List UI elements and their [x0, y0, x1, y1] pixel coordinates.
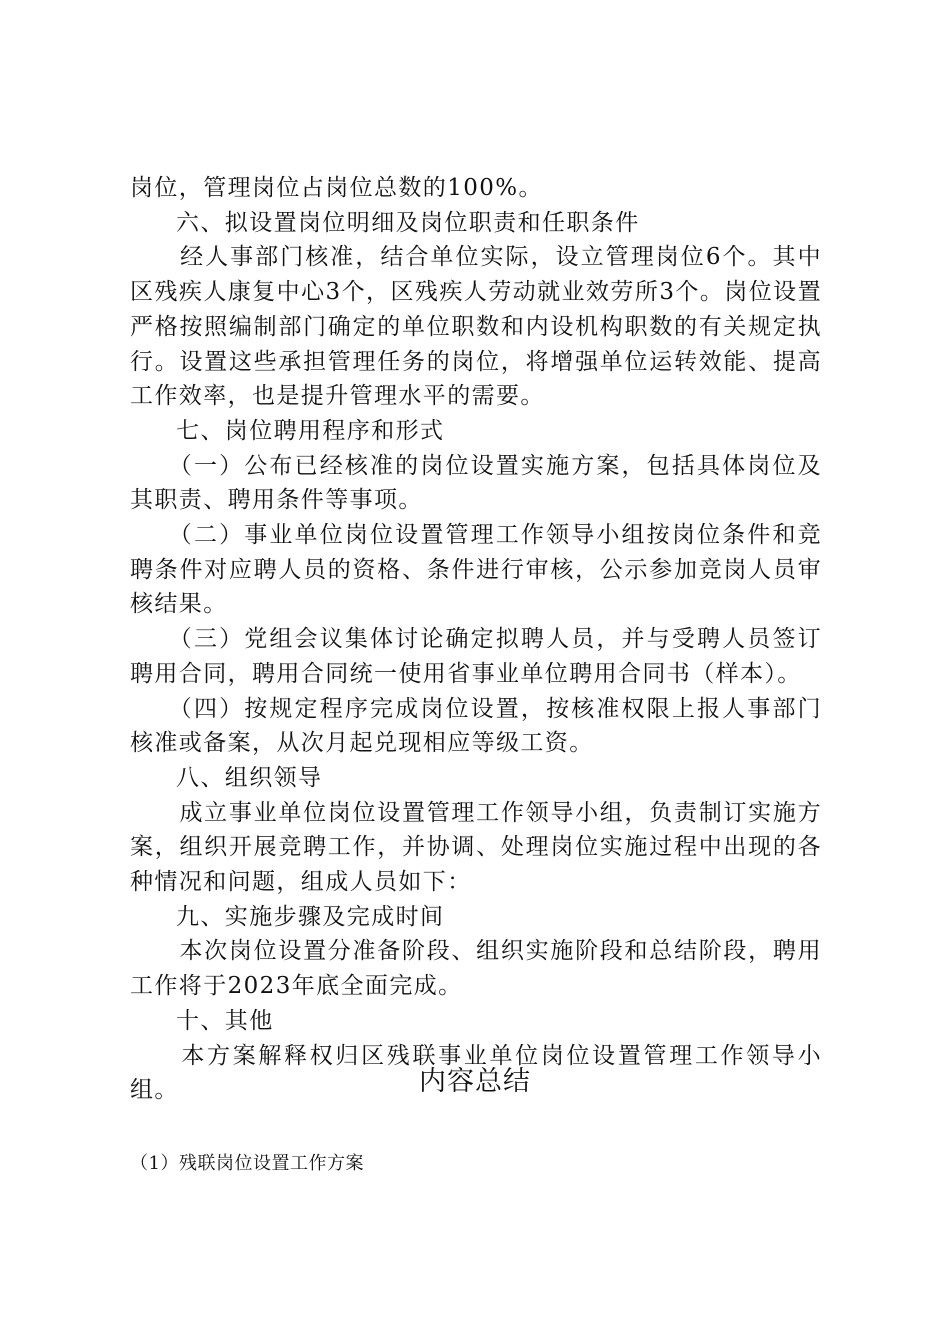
section-heading-7: 七、岗位聘用程序和形式 [176, 417, 445, 444]
section-heading-6: 六、拟设置岗位明细及岗位职责和任职条件 [176, 209, 640, 236]
summary-title: 内容总结 [419, 1066, 531, 1097]
paragraph-interpretation: 本方案解释权归区残联事业单位岗位设置管理工作领导小组。 [130, 1042, 822, 1104]
document-body [130, 171, 822, 1108]
paragraph-step-4: （四）按规定程序完成岗位设置，按核准权限上报人事部门核准或备案，从次月起兑现相应等级工资。 [130, 695, 822, 757]
paragraph-step-1: （一）公布已经核准的岗位设置实施方案，包括具体岗位及其职责、聘用条件等事项。 [130, 452, 822, 514]
section-heading-8: 八、组织领导 [176, 764, 323, 791]
section-heading-9: 九、实施步骤及完成时间 [176, 903, 445, 930]
paragraph-step-2: （二）事业单位岗位设置管理工作领导小组按岗位条件和竞聘条件对应聘人员的资格、条件进行审核，公示参加竞岗人员审核结果。 [130, 522, 822, 618]
paragraph-step-3: （三）党组会议集体讨论确定拟聘人员，并与受聘人员签订聘用合同，聘用合同统一使用省事业单位聘用合同书（样本）。 [130, 626, 822, 687]
paragraph-management-posts: 经人事部门核准，结合单位实际，设立管理岗位6个。其中区残疾人康复中心3个，区残疾人劳动就业效劳所3个。岗位设置严格按照编制部门确定的单位职数和内设机构职数的有关规定执行。设置这些承担管理任务的岗位，将增强单位运转效能、提高工作效率，也是提升管理水平的需要。 [130, 244, 822, 410]
paragraph-schedule: 本次岗位设置分准备阶段、组织实施阶段和总结阶段，聘用工作将于2023年底全面完成。 [130, 938, 822, 1000]
summary-item: （1）残联岗位设置工作方案 [130, 1153, 364, 1174]
section-heading-10: 十、其他 [176, 1007, 274, 1034]
paragraph-leadership: 成立事业单位岗位设置管理工作领导小组，负责制订实施方案，组织开展竞聘工作，并协调、处理岗位实施过程中出现的各种情况和问题，组成人员如下： [130, 799, 822, 896]
paragraph-post-ratio: 岗位，管理岗位占岗位总数的100%。 [130, 175, 543, 201]
